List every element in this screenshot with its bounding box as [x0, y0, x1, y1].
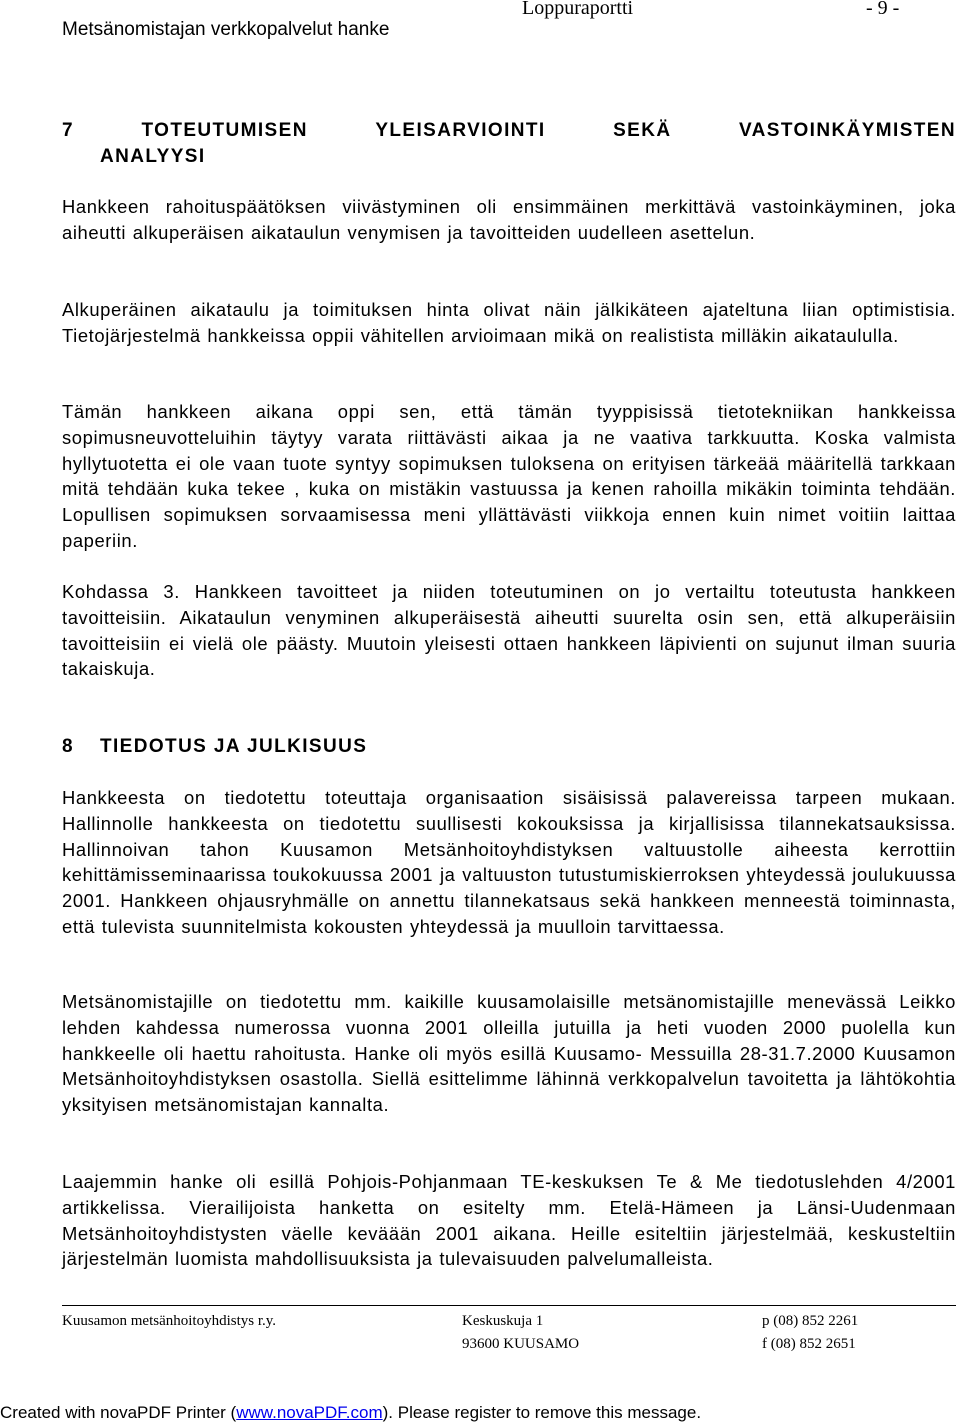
section-7-title-continuation: ANALYYSI [100, 146, 206, 167]
section-7-title-word: YLEISARVIOINTI [375, 120, 546, 141]
novapdf-link[interactable]: www.novaPDF.com [236, 1403, 383, 1422]
section-7-paragraph: Tämän hankkeen aikana oppi sen, että tämän tyyppisissä tietotekniikan hankkeissa sopimusneuvotteluihin täytyy varata riittävästi aikaa ja ne vaativa tarkkuutta. Koska valmista hyllytuotetta ei ole vaan tuote syntyy sopimuksen tuloksena on erityisen tärkeää määritellä tarkkaan mitä tehdään kuka tekee , kuka on mistäkin vastuussa ja kenen rahoilla mikäkin toiminta tehdään. Lopullisen sopimuksen sorvaamisessa meni yllättävästi viikkoja ennen kuin nimet voitiin laittaa paperiin. [62, 401, 956, 551]
novapdf-banner-text: Created with novaPDF Printer ( [0, 1403, 237, 1422]
document-header-report-type: Loppuraportti [522, 0, 634, 19]
document-header-title: Metsänomistajan verkkopalvelut hanke [62, 19, 390, 40]
footer-divider [62, 1305, 956, 1306]
section-8-paragraph: Metsänomistajille on tiedotettu mm. kaikille kuusamolaisille metsänomistajille menevässä Leikko lehden kahdessa numerossa vuonna 2001 olleilla jutuilla ja heti vuoden 2000 puolella kun hankkeelle oli haettu rahoitusta. Hanke oli myös esillä Kuusamo- Messuilla 28-31.7.2000 Kuusamon Metsänhoitoyhdistyksen osastolla. Siellä esittelimme lähinnä verkkopalvelun tavoitetta ja lähtökohtia yksityisen metsänomistajan kannalta. [62, 991, 956, 1116]
footer-fax: f (08) 852 2651 [762, 1336, 856, 1352]
section-8-number: 8 [62, 736, 74, 757]
section-8-paragraph: Hankkeesta on tiedotettu toteuttaja organisaation sisäisissä palavereissa tarpeen mukaan. Hallinnolle hankkeesta on tiedotettu suullisesti kokouksissa ja kirjallisissa tilannekatsauksissa. Hallinnoivan tahon Kuusamon Metsänhoitoyhdistyksen valtuustolle aiheesta kerrottiin kehittämisseminaarissa toukokuussa 2001 ja valtuuston tutustumiskierroksen yhteydessä joulukuussa 2001. Hankkeen ohjausryhmälle on annettu tilannekatsaus sekä hankkeen menneestä toiminnasta, että tulevista suunnitelmista kokousten yhteydessä ja muulloin tarvittaessa. [62, 787, 956, 937]
footer-contact [762, 1310, 858, 1356]
section-7-title-word: VASTOINKÄYMISTEN [738, 120, 956, 141]
footer-address [462, 1310, 579, 1356]
section-7-number: 7 [62, 120, 74, 141]
page-number: - 9 - [866, 0, 900, 19]
footer-org-name: Kuusamon metsänhoitoyhdistys r.y. [62, 1313, 277, 1329]
section-8-paragraph: Laajemmin hanke oli esillä Pohjois-Pohjanmaan TE-keskuksen Te & Me tiedotuslehden 4/2001 artikkelissa. Vierailijoista hanketta on esitelty mm. Etelä-Hämeen ja Länsi-Uudenmaan Metsänhoitoyhdistysten väelle keväään 2001 aikana. Heille esiteltiin järjestelmää, keskusteltiin järjestelmän luomista mahdollisuuksista ja tulevaisuuden palvelumalleista. [62, 1171, 956, 1270]
footer-street: Keskuskuja 1 [462, 1313, 544, 1329]
section-7-title-word: TOTEUTUMISEN [141, 120, 308, 141]
novapdf-banner-text-end: ). Please register to remove this message. [382, 1403, 702, 1422]
section-8-heading [62, 734, 956, 760]
footer-postal: 93600 KUUSAMO [462, 1336, 580, 1352]
section-7-paragraph: Kohdassa 3. Hankkeen tavoitteet ja niiden toteutuminen on jo vertailtu toteutusta hankkeen tavoitteisiin. Aikataulun venyminen alkuperäisestä aiheutti suurelta osin sen, että alkuperäisiin tavoitteisiin ei vielä ole päästy. Muutoin yleisesti ottaen hankkeen läpivienti on sujunut ilman suuria takaiskuja. [62, 581, 956, 680]
footer-phone: p (08) 852 2261 [762, 1313, 859, 1329]
section-7-paragraph: Hankkeen rahoituspäätöksen viivästyminen oli ensimmäinen merkittävä vastoinkäyminen, joka aiheutti alkuperäisen aikataulun venymisen ja tavoitteiden uudelleen asettelun. [62, 196, 956, 243]
section-7-title-word: SEKÄ [613, 120, 672, 141]
section-7-paragraph: Alkuperäinen aikataulu ja toimituksen hinta olivat näin jälkikäteen ajateltuna liian optimistisia. Tietojärjestelmä hankkeissa oppii vähitellen arvioimaan mikä on realistista milläkin aikataululla. [62, 299, 956, 346]
footer-organization [62, 1310, 276, 1333]
section-8-title: TIEDOTUS JA JULKISUUS [100, 736, 368, 757]
section-7-heading [62, 118, 956, 170]
novapdf-banner [0, 1403, 701, 1423]
